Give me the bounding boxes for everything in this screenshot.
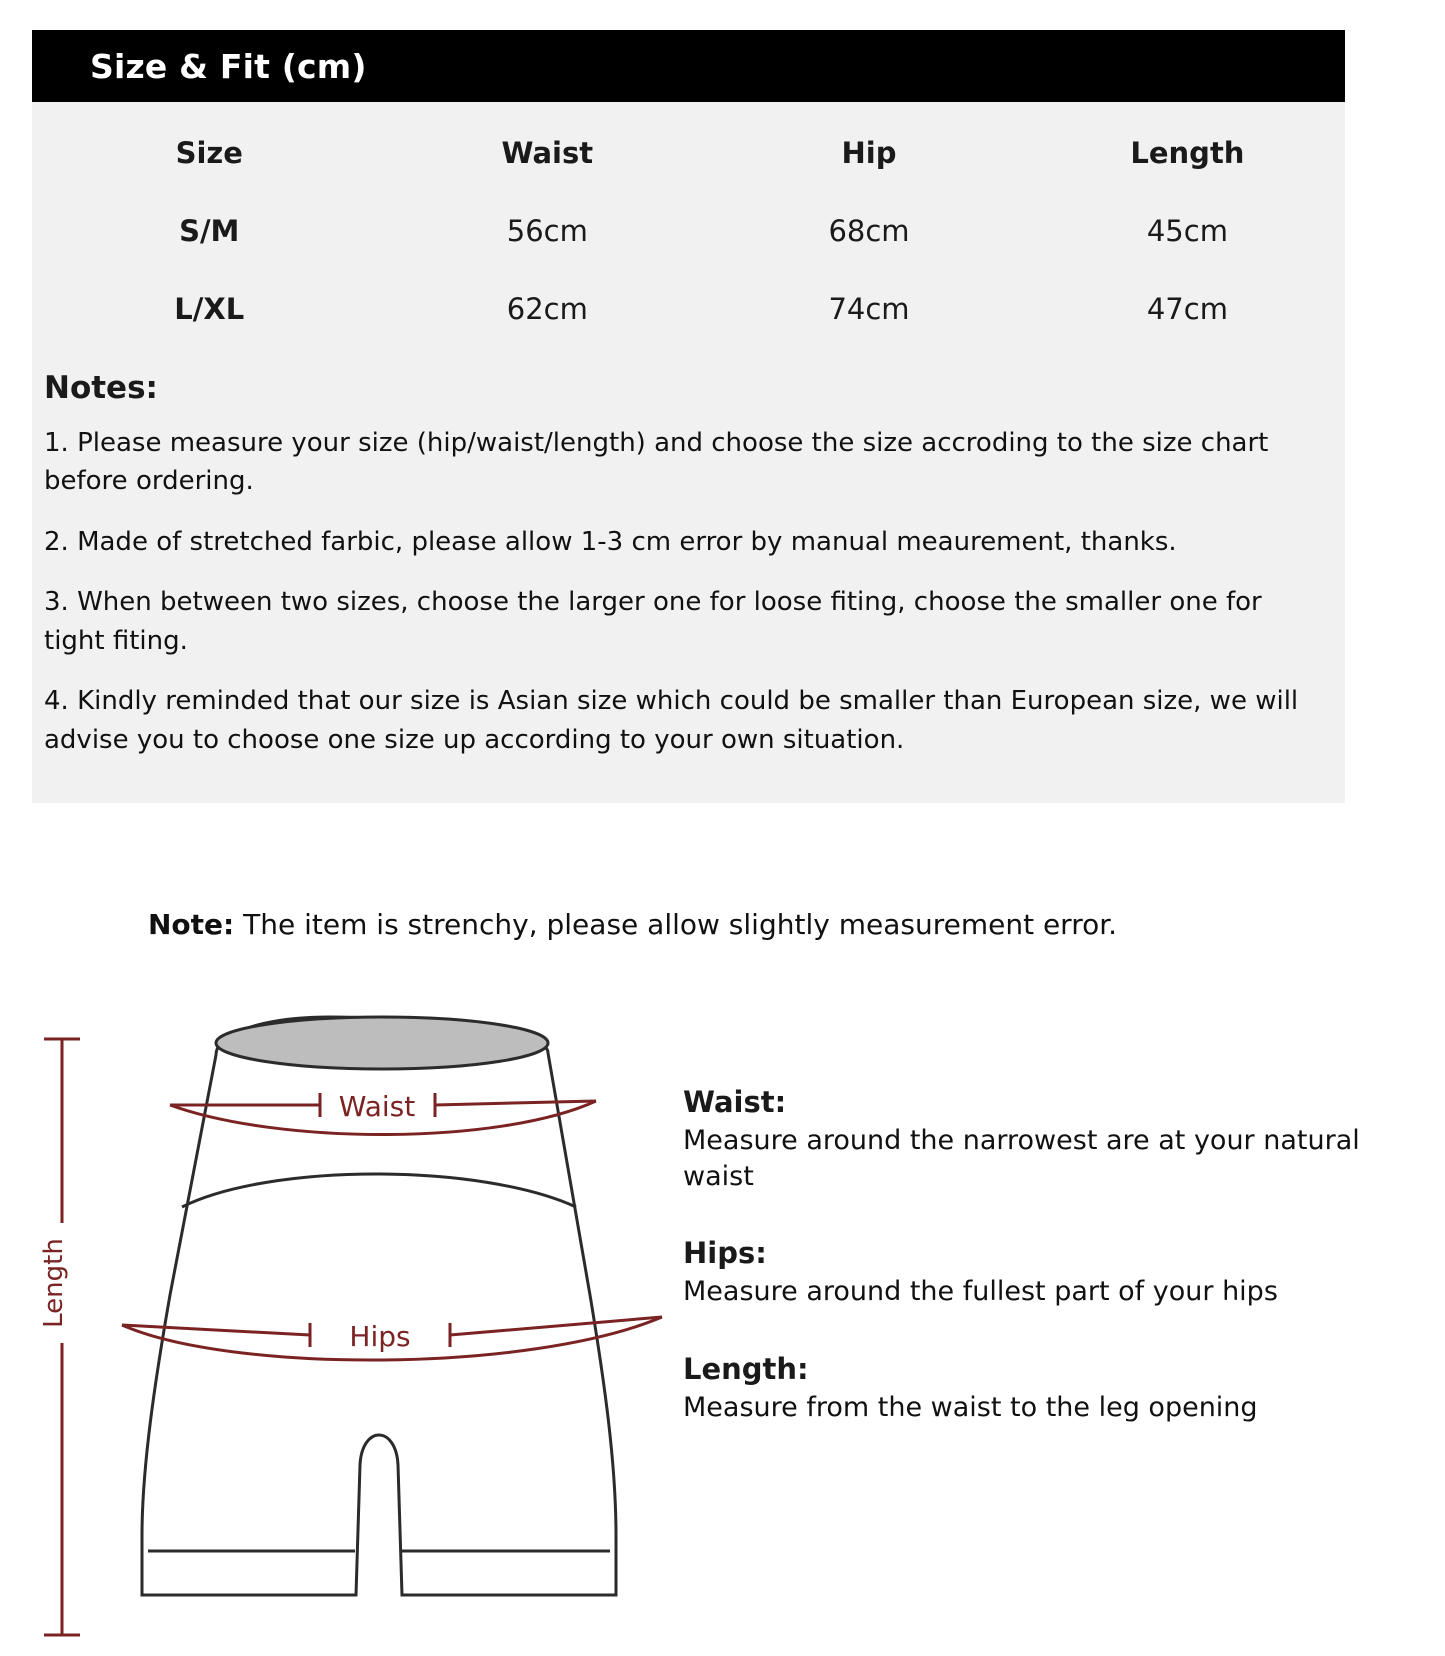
stretch-note-label: Note:	[148, 908, 235, 941]
note-item: 1. Please measure your size (hip/waist/length) and choose the size accroding to the size chart before ordering.	[44, 428, 1269, 497]
column-header-length: Length	[1130, 136, 1245, 170]
cell-waist: 62cm	[506, 292, 588, 326]
guide-waist	[683, 1085, 1383, 1194]
stretch-note	[148, 908, 1117, 941]
guide-waist-label: Waist:	[683, 1085, 787, 1119]
cell-length: 47cm	[1146, 292, 1228, 326]
guide-hips	[683, 1236, 1383, 1310]
measure-guide	[683, 1085, 1383, 1426]
note-item: 2. Made of stretched farbic, please allow 1-3 cm error by manual meaurement, thanks.	[44, 526, 1177, 557]
table-header-row	[32, 102, 1345, 192]
stretch-note-text: The item is strenchy, please allow slightly measurement error.	[234, 908, 1118, 941]
cell-size: L/XL	[174, 292, 245, 326]
notes-section	[32, 348, 1345, 803]
length-label: Length	[39, 1238, 69, 1328]
cell-hip: 74cm	[828, 292, 910, 326]
shorts-diagram	[30, 995, 690, 1635]
guide-length	[683, 1352, 1383, 1426]
shorts-diagram-svg	[30, 995, 690, 1645]
table-row	[32, 270, 1345, 348]
page-title: Size & Fit (cm)	[90, 46, 367, 86]
guide-waist-text: Measure around the narrowest are at your natural waist	[683, 1125, 1360, 1192]
size-fit-panel	[32, 30, 1345, 803]
waist-label: Waist	[338, 1090, 416, 1123]
size-table	[32, 102, 1345, 348]
guide-hips-label: Hips:	[683, 1236, 767, 1271]
note-item: 3. When between two sizes, choose the larger one for loose fiting, choose the smaller one for tight fiting.	[44, 587, 1262, 656]
length-measure-line	[39, 1039, 80, 1635]
cell-hip: 68cm	[828, 214, 910, 248]
column-header-hip: Hip	[841, 136, 897, 170]
column-header-waist: Waist	[501, 136, 594, 170]
hips-label: Hips	[349, 1320, 411, 1353]
cell-length: 45cm	[1146, 214, 1228, 248]
notes-title: Notes:	[44, 370, 158, 406]
cell-waist: 56cm	[506, 214, 588, 248]
note-item: 4. Kindly reminded that our size is Asian size which could be smaller than European size, we will advise you to choose one size up according to your own situation.	[44, 686, 1299, 755]
guide-hips-text: Measure around the fullest part of your hips	[683, 1276, 1278, 1308]
guide-length-label: Length:	[683, 1351, 809, 1386]
guide-length-text: Measure from the waist to the leg opening	[683, 1391, 1258, 1423]
cell-size: S/M	[179, 214, 240, 248]
table-row	[32, 192, 1345, 270]
panel-header	[32, 30, 1345, 102]
column-header-size: Size	[175, 136, 243, 170]
